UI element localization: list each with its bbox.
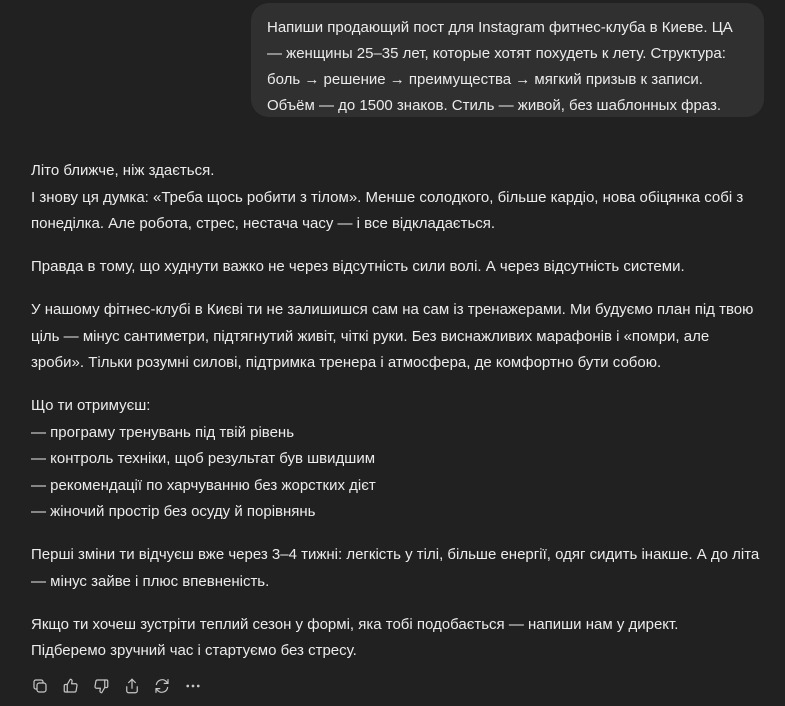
text-line: І знову ця думка: «Треба щось робити з тілом». Менше солодкого, більше кардіо, нова обіцянка собі з [31,188,744,206]
list-item: — рекомендації по харчуванню без жорстких дієт [31,476,376,494]
text-line: Перші зміни ти відчуєш вже через 3–4 тижні: легкість у тілі, більше енергії, одяг сидить інакше. А до літа [31,546,760,563]
list-item: — програму тренувань під твій рівень [31,423,295,441]
text-line: зроби». Тільки розумні силові, підтримка тренера і атмосфера, де комфортно бути собою. [31,354,662,371]
text-line: — мінус зайве і плюс впевненість. [31,572,270,590]
text-line: Підберемо зручний час і стартуємо без стресу. [31,642,357,659]
assistant-paragraph-intro [31,158,776,238]
regenerate-icon [153,677,171,695]
thumbs-up-icon [62,677,80,695]
text-line: Правда в тому, що худнути важко не через відсутність сили волі. А через відсутність системи. [31,258,685,275]
assistant-message [31,158,776,681]
assistant-paragraph-cta [31,612,776,665]
text-line: ціль — мінус сантиметри, підтягнутий живіт, чіткі руки. Без виснажливих марафонів і «помри, але [31,327,710,345]
text-line: У нашому фітнес-клубі в Києві ти не залишишся сам на сам із тренажерами. Ми будуємо план під твою [31,301,754,318]
user-message-line: Напиши продающий пост для Instagram фитнес-клуба в Киеве. ЦА [267,19,733,36]
copy-button[interactable] [29,675,51,697]
text-line: Якщо ти хочеш зустріти теплий сезон у формі, яка тобі подобається — напиши нам у директ. [31,615,679,633]
assistant-paragraph-solution [31,297,776,377]
list-item: — контроль техніки, щоб результат був швидшим [31,450,376,467]
share-icon [123,677,141,695]
more-options-button[interactable] [182,675,204,697]
more-icon [184,677,202,695]
message-actions-bar [29,673,212,699]
user-message-bubble [251,3,764,117]
user-message-line: — женщины 25–35 лет, которые хотят похудеть к лету. Структура: [267,45,726,62]
good-response-button[interactable] [60,675,82,697]
assistant-paragraph-results [31,542,776,595]
copy-icon [31,677,49,695]
assistant-paragraph-benefits [31,393,776,526]
share-button[interactable] [121,675,143,697]
bad-response-button[interactable] [90,675,112,697]
regenerate-button[interactable] [151,675,173,697]
thumbs-down-icon [92,677,110,695]
assistant-paragraph-truth [31,254,776,281]
user-message-line: Объём — до 1500 знаков. Стиль — живой, без шаблонных фраз. [267,97,722,114]
text-line: понеділка. Але робота, стрес, нестача часу — і все відкладається. [31,215,496,232]
user-message-line: боль → решение → преимущества → мягкий призыв к записи. [267,71,703,88]
text-line: Що ти отримуєш: [31,397,151,414]
text-line: Літо ближче, ніж здається. [31,162,215,179]
list-item: — жіночий простір без осуду й порівнянь [31,503,316,520]
